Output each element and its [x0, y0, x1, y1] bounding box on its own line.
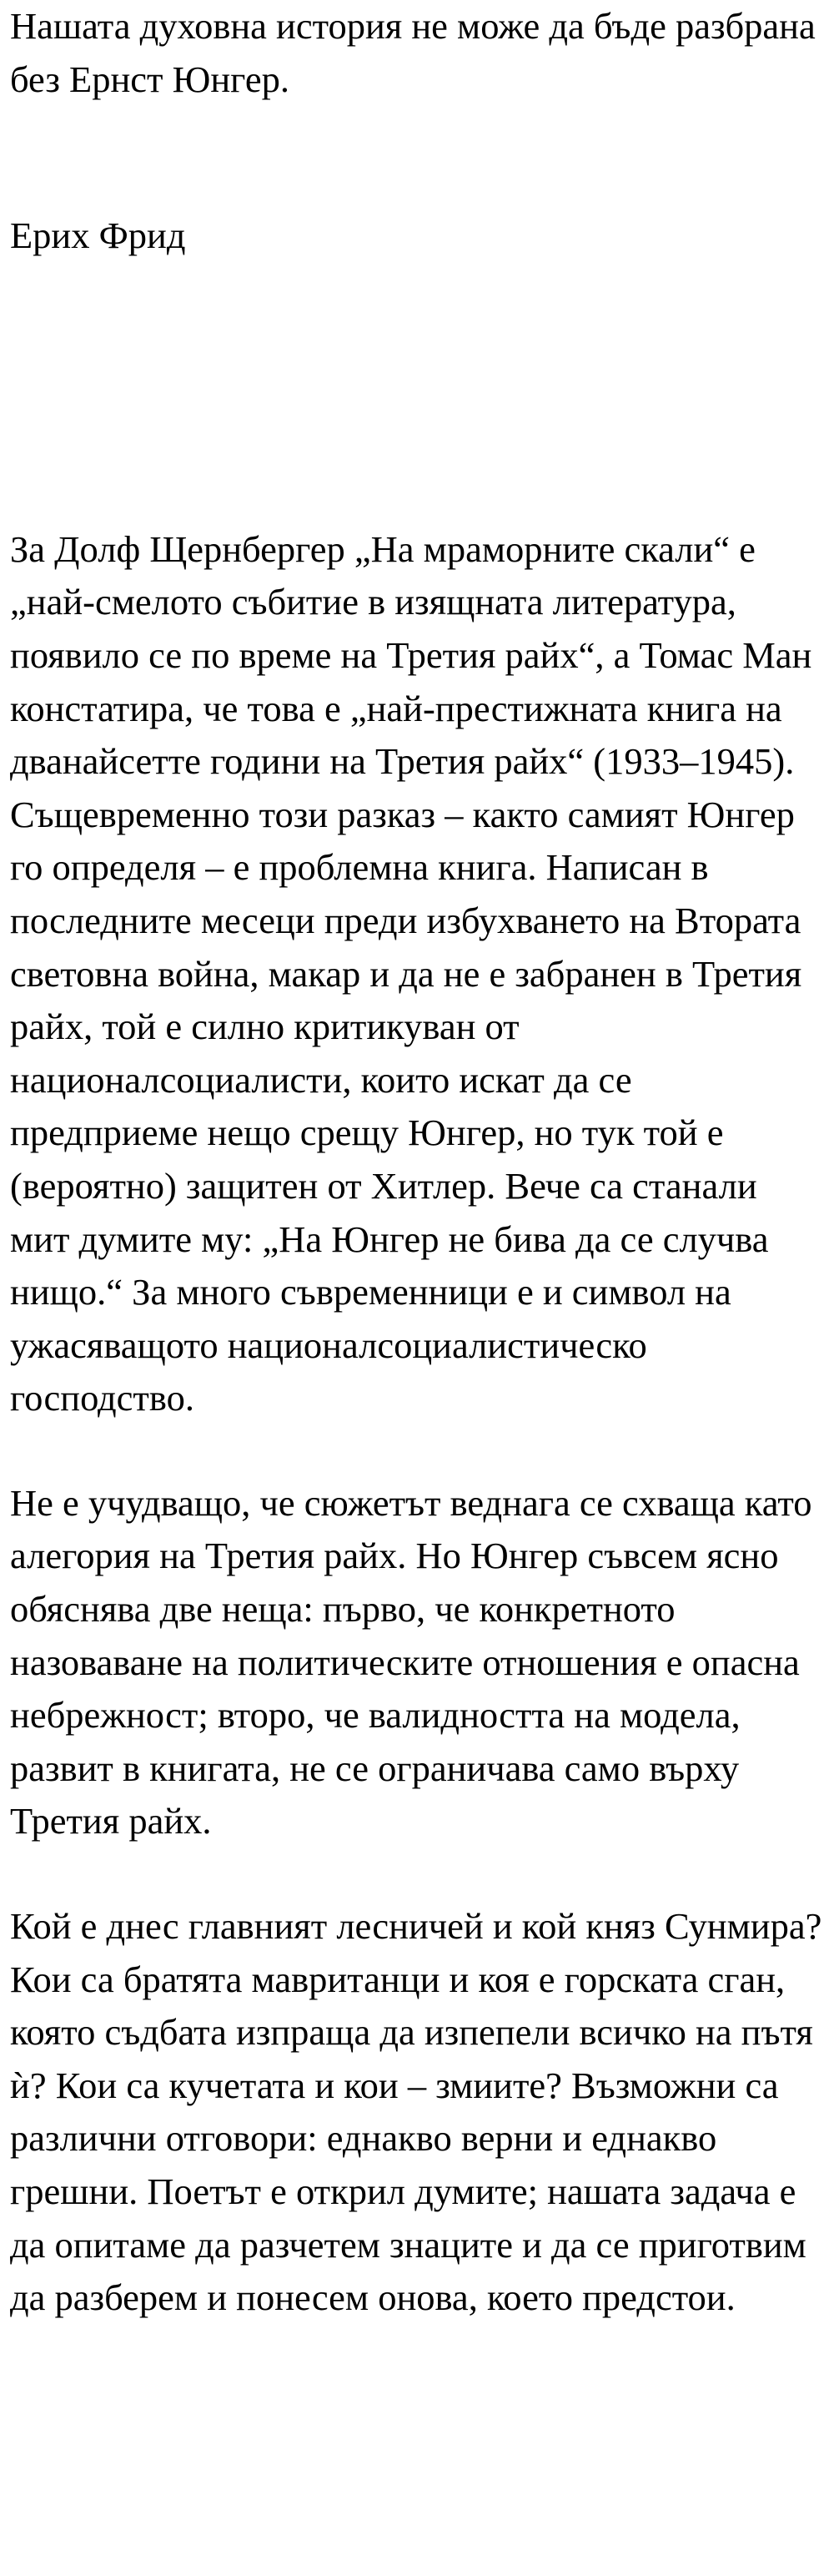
epigraph-quote: Нашата духовна история не може да бъде разбрана без Ернст Юнгер. — [10, 5, 816, 100]
paragraph-1: За Долф Щернбергер „На мраморните скали“ е „най-смелото събитие в изящната литература, появило се по време на Третия райх“, а Томас Ман констатира, че това е „най-престижната книга на дванайсетте години на Третия райх“ (1933–1945). Същевременно този разказ – както самият Юнгер го определя – е проблемна книга. Написан в последните месеци преди избухването на Втората световна война, макар и да не е забранен в Третия райх, той е силно критикуван от националсоциалисти, които искат да се предприеме нещо срещу Юнгер, но тук той е (вероятно) защитен от Хитлер. Вече са станали мит думите му: „На Юнгер не бива да се случва нищо.“ За много съвременници е и символ на ужасяващото националсоциалистическо господство. — [10, 527, 812, 1419]
epigraph-author: Ерих Фрид — [10, 214, 186, 257]
document-page — [10, 0, 822, 2325]
paragraph-2: Не е учудващо, че сюжетът веднага се схваща като алегория на Третия райх. Но Юнгер съвсем ясно обяснява две неща: първо, че конкретното назоваване на политическите отношения е опасна небрежност; второ, че валидността на модела, развит в книгата, не се ограничава само върху Третия райх. — [10, 1481, 812, 1843]
paragraph-3: Кой е днес главният лесничей и кой княз Сунмира? Кои са братята мавританци и коя е горската сган, която съдбата изпраща да изпепели всичко на пътя ѝ? Кои са кучетата и кои – змиите? Възможни са различни отговори: еднакво верни и еднакво грешни. Поетът е открил думите; нашата задача е да опитаме да разчетем знаците и да се приготвим да разберем и понесем онова, което предстои. — [10, 1905, 822, 2319]
